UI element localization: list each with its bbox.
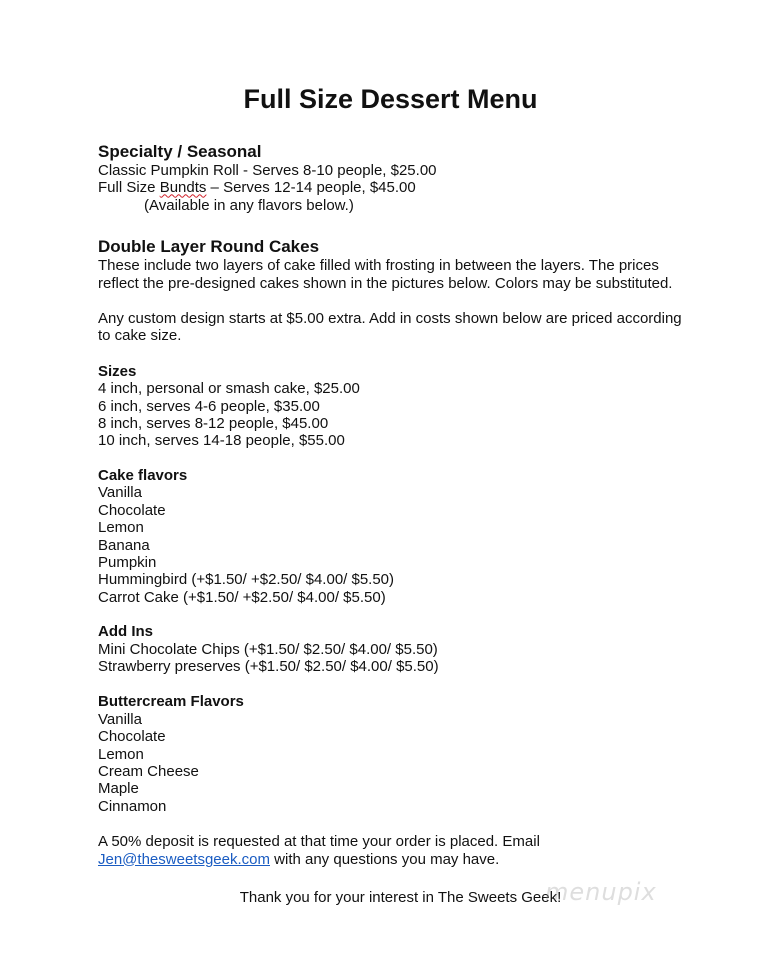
bundts-suffix: – Serves 12-14 people, $45.00: [206, 179, 416, 197]
buttercream-item: Cinnamon: [98, 797, 167, 815]
specialty-heading: Specialty / Seasonal: [98, 142, 262, 161]
specialty-item-bundts: [98, 179, 718, 196]
round-cakes-heading: Double Layer Round Cakes: [98, 237, 320, 257]
thank-you-line: [0, 889, 781, 906]
thank-you-text: Thank you for your interest in The Sweets Geek!: [239, 889, 562, 906]
bundts-prefix: Full Size: [98, 179, 160, 197]
buttercream-heading: Buttercream Flavors: [98, 693, 244, 711]
menupix-watermark: menupix: [545, 878, 657, 906]
add-in-item: Strawberry preserves (+$1.50/ $2.50/ $4.00/ $5.50): [98, 657, 439, 675]
buttercream-item: Vanilla: [98, 710, 142, 728]
specialty-section: [98, 142, 718, 214]
cake-flavor-item: Carrot Cake (+$1.50/ +$2.50/ $4.00/ $5.50): [98, 588, 386, 606]
specialty-note: (Available in any flavors below.): [144, 196, 354, 214]
cake-flavor-item: Banana: [98, 536, 150, 554]
cake-flavor-item: Lemon: [98, 519, 144, 537]
cake-flavors-heading: Cake flavors: [98, 466, 188, 484]
contact-suffix: with any questions you may have.: [269, 850, 500, 868]
buttercream-item: Maple: [98, 780, 139, 798]
deposit-section: [98, 833, 718, 868]
email-link[interactable]: Jen@thesweetsgeek.com: [98, 850, 270, 868]
size-item: 4 inch, personal or smash cake, $25.00: [98, 380, 360, 398]
specialty-item-pumpkin-roll: Classic Pumpkin Roll - Serves 8-10 people, $25.00: [98, 162, 437, 179]
add-ins-heading: Add Ins: [98, 623, 153, 641]
buttercream-item: Cream Cheese: [98, 762, 199, 780]
sizes-section: [98, 363, 718, 450]
deposit-note: A 50% deposit is requested at that time your order is placed. Email: [98, 833, 540, 851]
sizes-heading: Sizes: [98, 362, 137, 380]
page-title: Full Size Dessert Menu: [243, 84, 538, 114]
add-ins-section: [98, 623, 718, 675]
round-cakes-description-2: reflect the pre-designed cakes shown in the pictures below. Colors may be substituted.: [98, 274, 673, 292]
size-item: 6 inch, serves 4-6 people, $35.00: [98, 397, 320, 415]
round-cakes-description-1: These include two layers of cake filled with frosting in between the layers. The prices: [98, 257, 659, 275]
custom-design-note-1: Any custom design starts at $5.00 extra. Add in costs shown below are priced according: [98, 310, 682, 328]
cake-flavors-section: [98, 467, 718, 606]
size-item: 8 inch, serves 8-12 people, $45.00: [98, 415, 329, 433]
buttercream-section: [98, 693, 718, 815]
bundts-misspelled-word: Bundts: [159, 179, 207, 197]
cake-flavor-item: Pumpkin: [98, 553, 157, 571]
menu-content: [98, 142, 718, 868]
buttercream-item: Lemon: [98, 745, 144, 763]
buttercream-item: Chocolate: [98, 728, 166, 746]
size-item: 10 inch, serves 14-18 people, $55.00: [98, 432, 345, 450]
round-cakes-section: [98, 237, 718, 345]
add-in-item: Mini Chocolate Chips (+$1.50/ $2.50/ $4.00/ $5.50): [98, 640, 438, 658]
cake-flavor-item: Hummingbird (+$1.50/ +$2.50/ $4.00/ $5.50): [98, 571, 395, 589]
cake-flavor-item: Chocolate: [98, 501, 166, 519]
cake-flavor-item: Vanilla: [98, 484, 142, 502]
contact-line: [98, 851, 718, 868]
custom-design-note-2: to cake size.: [98, 327, 182, 345]
